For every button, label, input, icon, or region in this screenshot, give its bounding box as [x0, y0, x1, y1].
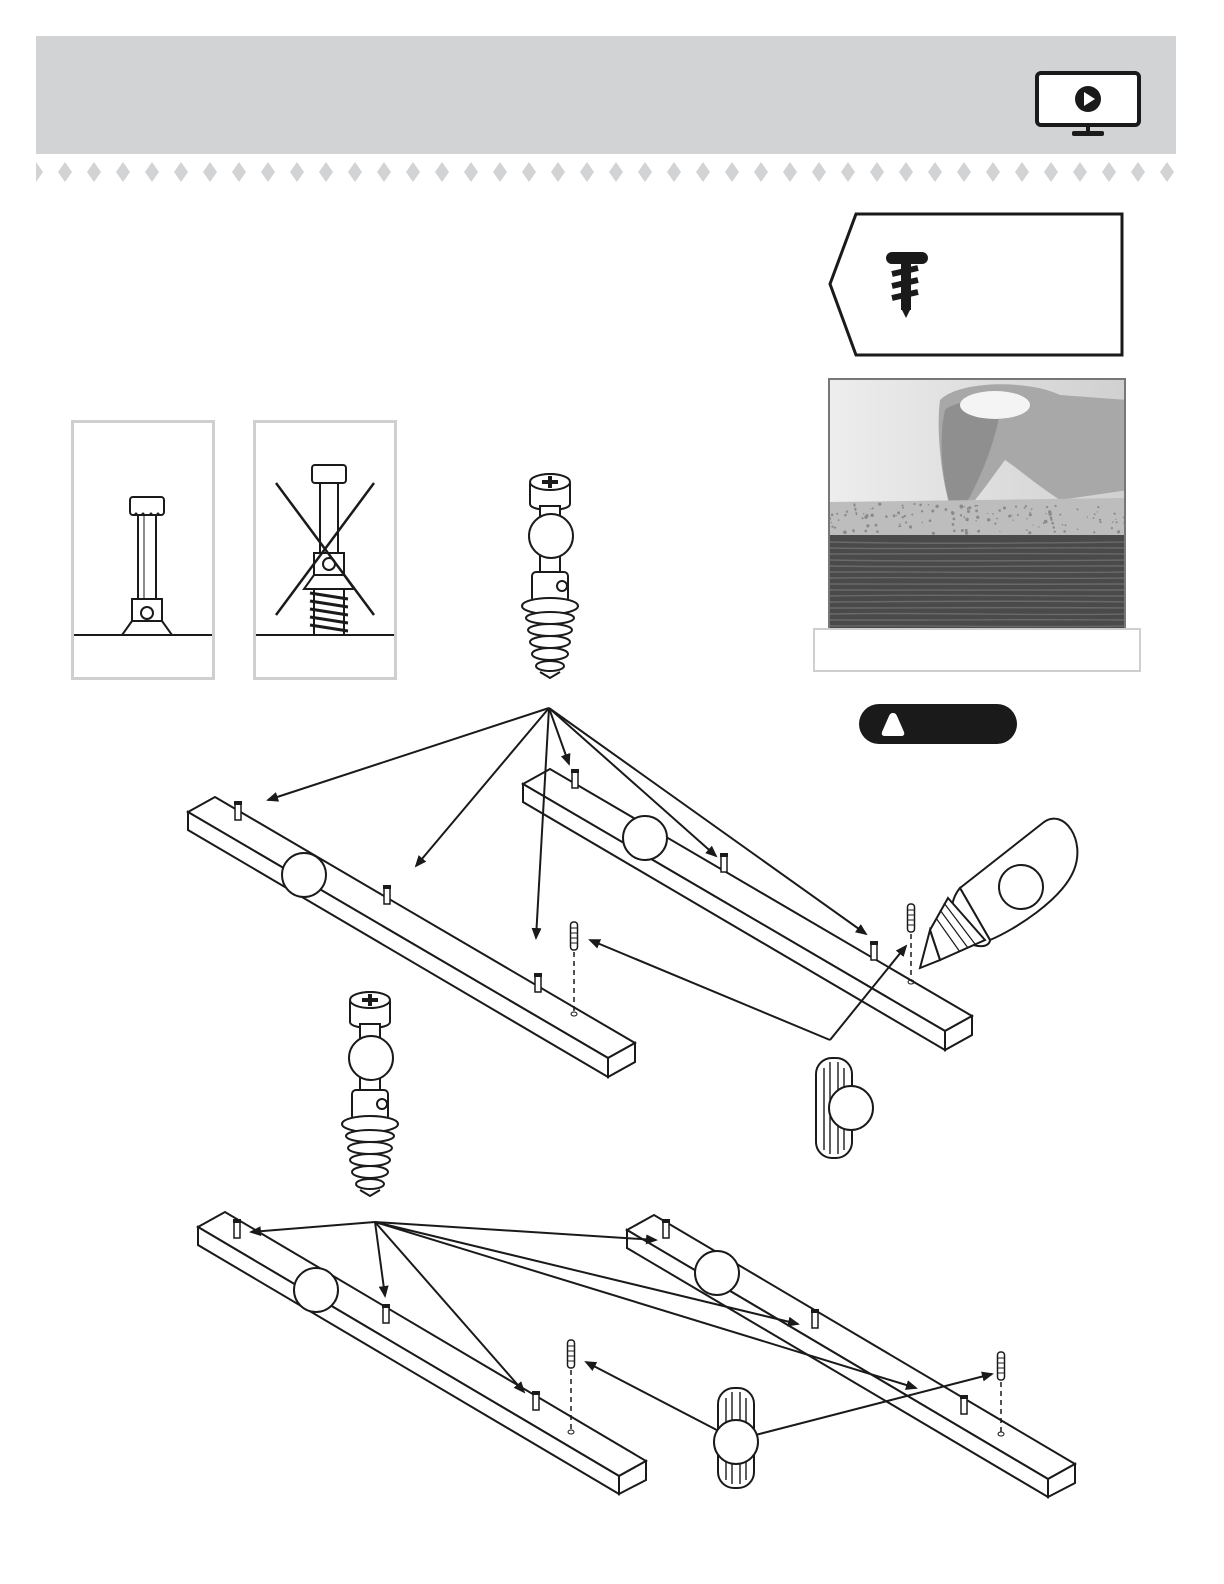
glue-bottle: [920, 819, 1077, 968]
cam-bolt-top: [522, 474, 578, 678]
cam-bolt-bottom: [342, 992, 398, 1196]
